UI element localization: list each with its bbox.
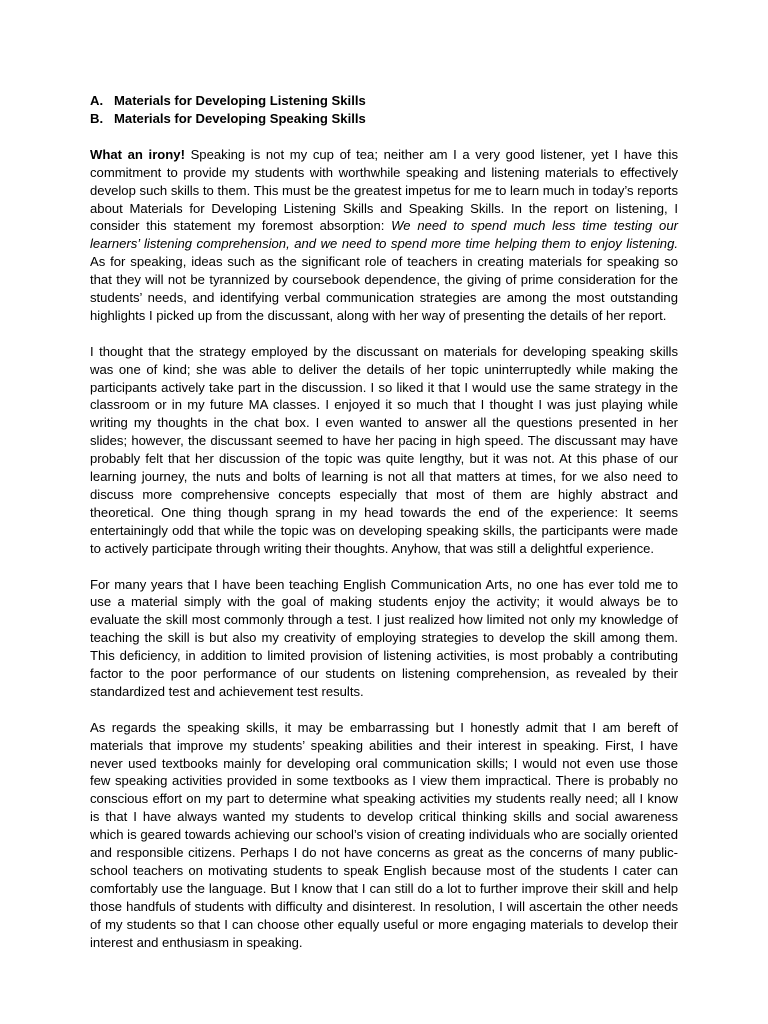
spacer	[90, 558, 678, 576]
paragraph-4: As regards the speaking skills, it may be embarrassing but I honestly admit that I am bereft of materials that improve my students’ speaking abilities and their interest in speaking. First, I have never used textbooks mainly for developing oral communication skills; I would not even use those few speaking activities provided in some textbooks as I view them impractical. There is probably no conscious effort on my part to determine what speaking activities my students really need; all I know is that I have always wanted my students to develop critical thinking skills and social awareness which is geared towards achieving our school’s vision of creating individuals who are socially oriented and responsible citizens. Perhaps I do not have concerns as great as the concerns of many public-school teachers on motivating students to speak English because most of the students I cater can comfortably use the language. But I know that I can still do a lot to further improve their skill and help those handfuls of students with difficulty and disinterest. In resolution, I will ascertain the other needs of my students so that I can choose other equally useful or more engaging materials to develop their interest and enthusiasm in speaking.	[90, 719, 678, 950]
heading-marker: A.	[90, 93, 104, 108]
paragraph-3: For many years that I have been teaching English Communication Arts, no one has ever told me to use a material simply with the goal of making students enjoy the activity; it would always be to evaluate the skill most commonly through a test. I just realized how limited not only my knowledge of teaching the skill is but also my creativity of employing strategies to develop the skill among them. This deficiency, in addition to limited provision of listening activities, is most probably a contributing factor to the poor performance of our students on listening comprehension, as revealed by their standardized test and achievement test results.	[90, 576, 678, 699]
paragraph-text: Speaking is not my cup of tea; neither am I a very good listener, yet I have this commitment to provide my students with worthwhile speaking and listening materials to effectively develop such skills to them. This must be the greatest impetus for me to learn much in today’s reports about Materials for Developing Listening Skills and Speaking Skills. In the report on listening, I consider this statement my foremost absorption:	[90, 146, 678, 234]
quoted-statement: We need to spend much less time testing our learners’ listening comprehension, and we need to spend more time helping them to enjoy listening.	[90, 218, 678, 252]
heading-marker: B.	[90, 110, 104, 126]
paragraph-lead: What an irony!	[90, 146, 185, 162]
spacer	[90, 128, 678, 146]
spacer	[90, 325, 678, 343]
heading-text: Materials for Developing Listening Skills	[114, 93, 366, 108]
heading-listening	[90, 92, 678, 110]
paragraph-1	[90, 146, 678, 325]
heading-speaking	[90, 110, 678, 128]
paragraph-2: I thought that the strategy employed by the discussant on materials for developing speaking skills was one of kind; she was able to deliver the details of her topic uninterruptedly while making the participants actively take part in the discussion. I so liked it that I would use the same strategy in the classroom or in my future MA classes. I enjoyed it so much that I thought I was just playing while writing my thoughts in the chat box. I even wanted to answer all the questions presented in her slides; however, the discussant seemed to have her pacing in high speed. The discussant may have probably felt that her discussion of the topic was quite lengthy, but it was not. At this phase of our learning journey, the nuts and bolts of learning is not all that matters at times, for we also need to discuss more comprehensive concepts especially that most of them are highly abstract and theoretical. One thing though sprang in my head towards the end of the experience: It seems entertainingly odd that while the topic was on developing speaking skills, the participants were made to actively participate through writing their thoughts. Anyhow, that was still a delightful experience.	[90, 343, 678, 556]
paragraph-text: As for speaking, ideas such as the significant role of teachers in creating materials for speaking so that they will not be tyrannized by coursebook dependence, the giving of prime consideration for the students’ needs, and identifying verbal communication strategies are among the most outstanding highlights I picked up from the discussant, along with her way of presenting the details of her report.	[90, 254, 678, 323]
heading-text: Materials for Developing Speaking Skills	[114, 110, 366, 126]
spacer	[90, 701, 678, 719]
document-page	[90, 92, 678, 952]
